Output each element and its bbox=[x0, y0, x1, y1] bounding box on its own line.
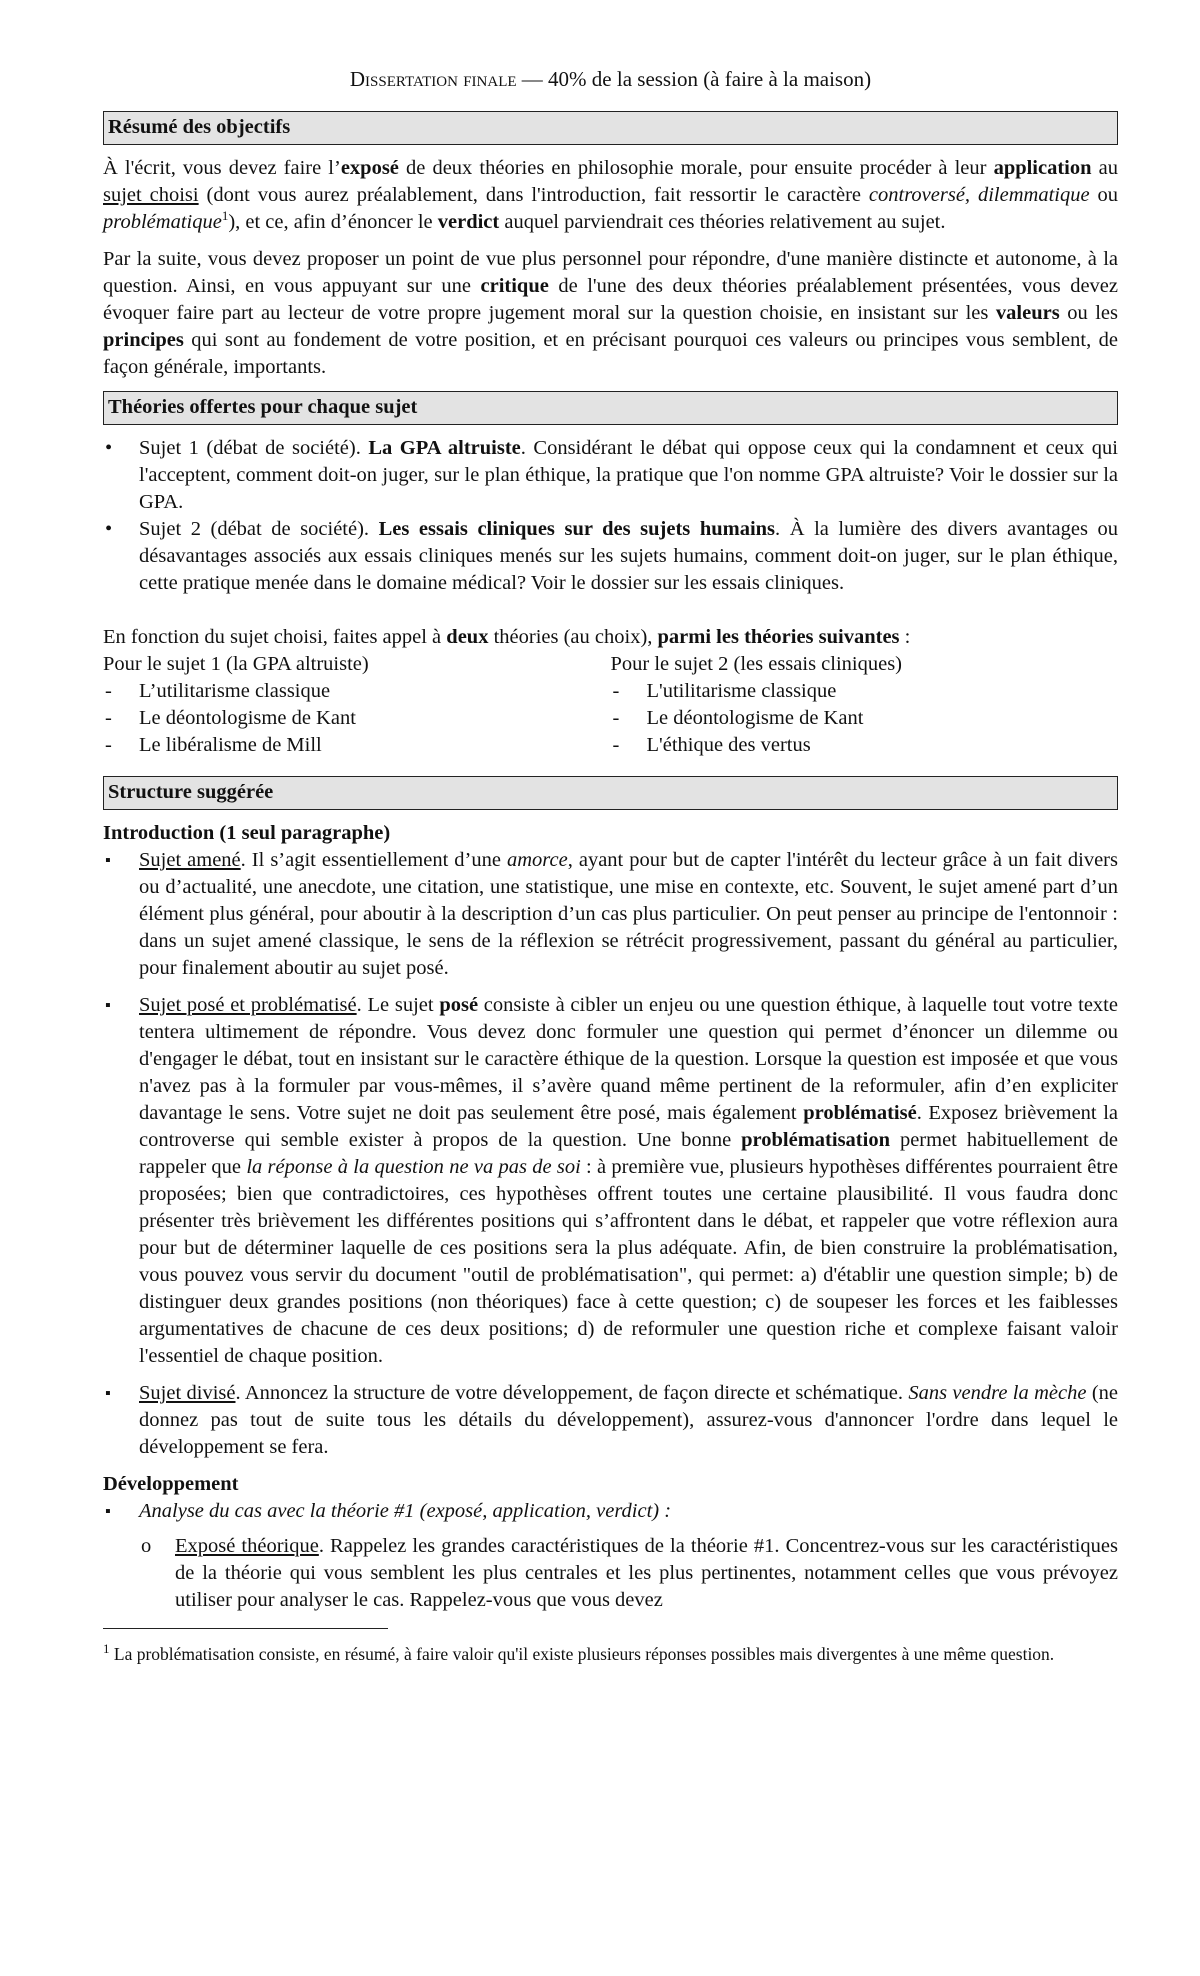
list-item: - Le déontologisme de Kant bbox=[105, 707, 356, 729]
theory-columns bbox=[103, 651, 1118, 759]
page-title: Dissertation finale — 40% de la session (à faire à la maison) bbox=[349, 67, 872, 91]
square-bullet-icon: ▪ bbox=[105, 1503, 111, 1520]
bullet-icon: • bbox=[105, 437, 113, 459]
section-heading-structure: Structure suggérée bbox=[103, 776, 1118, 810]
list-item: - Le libéralisme de Mill bbox=[105, 734, 322, 756]
column-sujet-1 bbox=[103, 651, 611, 759]
list-item: - L'éthique des vertus bbox=[612, 734, 811, 756]
section-heading-objectifs: Résumé des objectifs bbox=[103, 111, 1118, 145]
column-sujet-2 bbox=[611, 651, 1119, 759]
paragraph-objectifs-2: Par la suite, vous devez proposer un point de vue plus personnel pour répondre, d'une manière distincte et autonome, à la question. Ainsi, en vous appuyant sur une critique de l'une des deux théories préalablement présentées, vous devez évoquer faire part au lecteur de votre propre jugement moral sur la question choisie, en insistant sur les valeurs ou les principes qui sont au fondement de votre position, et en précisant pourquoi ces valeurs ou principes vous semblent, de façon générale, importants. bbox=[103, 248, 1118, 378]
paragraph-objectifs-1: À l'écrit, vous devez faire l’exposé de deux théories en philosophie morale, pour ensuite procéder à leur application au sujet choisi (dont vous aurez préalablement, dans l'introduction, fait ressortir le caractère controversé, dilemmatique ou problématique$^1$), et ce, afin d’énoncer le verdict auquel parviendrait ces théories relativement au sujet. bbox=[103, 157, 1119, 233]
footnote: $^1$ La problématisation consiste, en résumé, à faire valoir qu'il existe plusieurs réponses possibles mais divergentes à une même question. bbox=[103, 1641, 1055, 1664]
square-bullet-icon: ▪ bbox=[105, 997, 111, 1014]
list-item-analyse: ▪ Analyse du cas avec la théorie #1 (exposé, application, verdict) : bbox=[103, 1498, 1118, 1525]
list-item-sujet-2: • Sujet 2 (débat de société). Les essais cliniques sur des sujets humains. À la lumière des divers avantages ou désavantages associés aux essais cliniques menés sur les sujets humains, comment doit-on juger, sur le plan éthique, cette pratique menée dans le domaine médical? Voir le dossier sur les essais cliniques. bbox=[105, 518, 1118, 594]
list-item-sujet-amene: ▪ Sujet amené. Il s’agit essentiellement d’une amorce, ayant pour but de capter l'intérêt du lecteur grâce à un fait divers ou d’actualité, une anecdote, une citation, une statistique, une mise en contexte, etc. Souvent, le sujet amené part d’un élément plus général, pour aboutir à la description d’un cas plus particulier. On peut penser au principe de l'entonnoir : dans un sujet amené classique, le sens de la réflexion se rétrécit progressivement, passant du général au particulier, pour finalement aboutir au sujet posé. bbox=[105, 849, 1118, 979]
bullet-icon: • bbox=[105, 518, 113, 540]
list-item: - L’utilitarisme classique bbox=[105, 680, 331, 702]
circle-bullet-icon: o bbox=[141, 1535, 152, 1557]
introduction-heading: Introduction (1 seul paragraphe) bbox=[103, 822, 391, 844]
list-item-sujet-1: • Sujet 1 (débat de société). La GPA altruiste. Considérant le débat qui oppose ceux qui la condamnent et ceux qui l'acceptent, comment doit-on juger, sur le plan éthique, la pratique que l'on nomme GPA altruiste? Voir le dossier sur la GPA. bbox=[105, 437, 1119, 513]
developpement-heading: Développement bbox=[103, 1473, 239, 1495]
column-title: Pour le sujet 1 (la GPA altruiste) bbox=[103, 653, 369, 675]
sub-list-item-expose: o Exposé théorique. Rappelez les grandes caractéristiques de la théorie #1. Concentrez-vous sur les caractéristiques de la théorie qui vous semblent les plus centrales et les plus pertinentes, notamment celles que vous prévoyez utiliser pour analyser le cas. Rappelez-vous que vous devez bbox=[141, 1535, 1118, 1611]
subject-list bbox=[103, 435, 1118, 597]
theories-intro: En fonction du sujet choisi, faites appel à deux théories (au choix), parmi les théories suivantes : bbox=[103, 626, 911, 648]
document-page bbox=[103, 66, 1118, 1665]
footnote-divider bbox=[103, 1628, 388, 1629]
square-bullet-icon: ▪ bbox=[105, 1385, 111, 1402]
list-item-sujet-pose: ▪ Sujet posé et problématisé. Le sujet posé consiste à cibler un enjeu ou une question éthique, à laquelle tout votre texte tentera ultimement de répondre. Vous devez donc formuler une question qui permet d’énoncer un dilemme ou d'engager le débat, tout en insistant sur le caractère éthique de la question. Lorsque la question est imposée et que vous n'avez pas à la formuler par vous-mêmes, il s’avère quand même pertinent de la reformuler, afin d’en expliciter davantage le sens. Votre sujet ne doit pas seulement être posé, mais également problématisé. Exposez brièvement la controverse qui semble exister à propos de la question. Une bonne problématisation permet habituellement de rappeler que la réponse à la question ne va pas de soi : à première vue, plusieurs hypothèses différentes pourraient être proposées; bien que contradictoires, ces hypothèses offrent toutes une certaine plausibilité. Il vous faudra donc présenter très brièvement les différentes positions qui s’affrontent dans le débat, et rappeler que votre réflexion aura pour but de déterminer laquelle de ces positions sera la plus adéquate. Afin, de bien construire la problématisation, vous pouvez vous servir du document "outil de problématisation", qui permet: a) d'établir une question simple; b) de distinguer deux grandes positions (non théoriques) face à cette question; c) de soupeser les forces et les faiblesses argumentatives de chacune de ces deux positions; d) de reformuler une question riche et complexe faisant valoir l'essentiel de chaque position. bbox=[105, 994, 1119, 1367]
section-heading-theories: Théories offertes pour chaque sujet bbox=[103, 391, 1118, 425]
list-item: - L'utilitarisme classique bbox=[612, 680, 837, 702]
column-title: Pour le sujet 2 (les essais cliniques) bbox=[610, 653, 903, 675]
list-item-sujet-divise: ▪ Sujet divisé. Annoncez la structure de votre développement, de façon directe et schématique. Sans vendre la mèche (ne donnez pas tout de suite tous les détails du développement), assurez-vous d'annoncer l'ordre dans lequel le développement se fera. bbox=[105, 1382, 1118, 1458]
list-item: - Le déontologisme de Kant bbox=[612, 707, 864, 729]
square-bullet-icon: ▪ bbox=[105, 852, 111, 869]
